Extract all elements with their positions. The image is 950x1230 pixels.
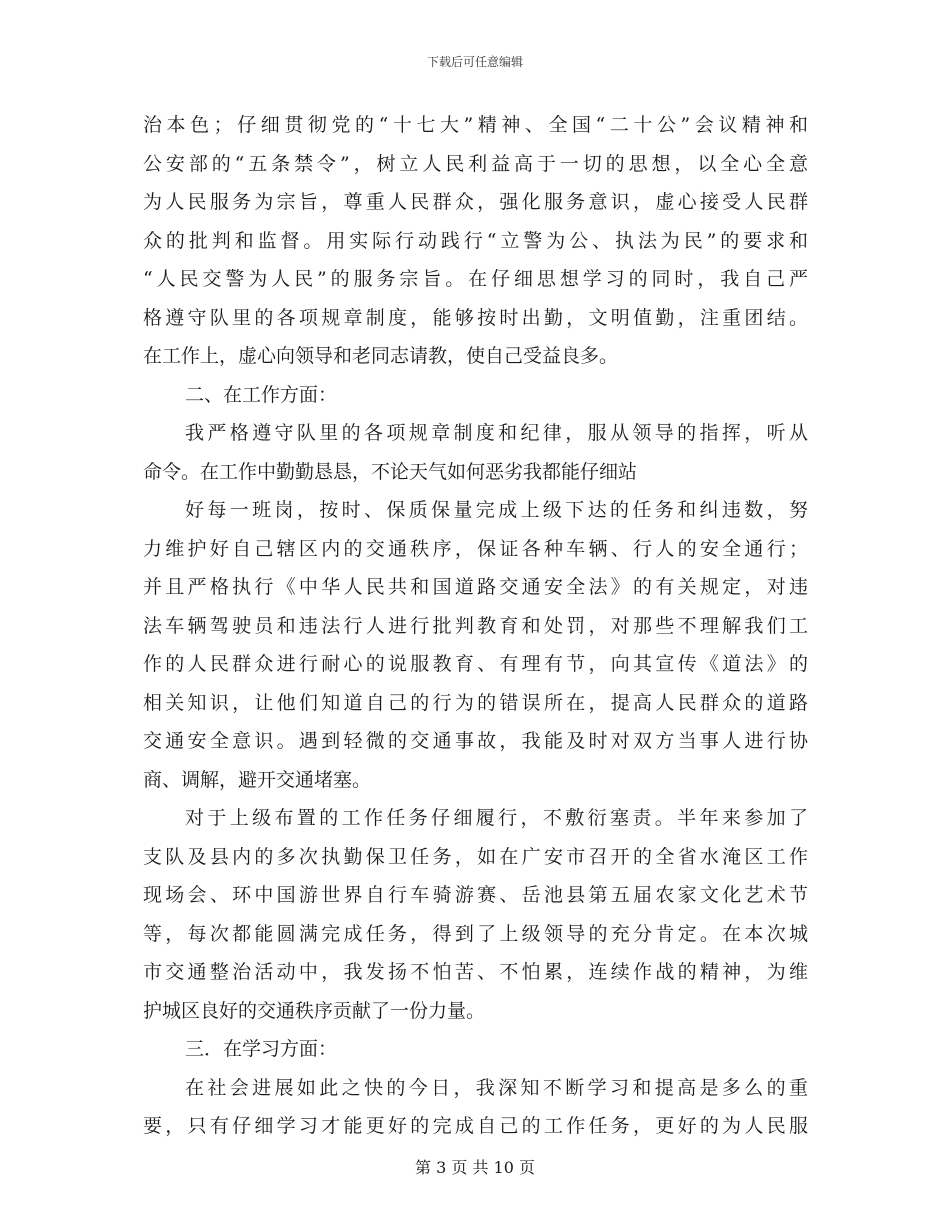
text-line: 治本色；仔细贯彻党的“十七大”精神、全国“二十公”会议精神和: [143, 114, 808, 136]
text-line: 护城区良好的交通秩序贡献了一份力量。: [143, 999, 486, 1022]
text-line: 对于上级布置的工作任务仔细履行，不敷衍塞责。半年来参加了: [185, 807, 808, 829]
text-line: 我严格遵守队里的各项规章制度和纪律，服从领导的指挥，听从: [185, 422, 808, 444]
text-line: “人民交警为人民”的服务宗旨。在仔细思想学习的同时，我自己严: [143, 268, 808, 290]
text-line: 现场会、环中国游世界自行车骑游赛、岳池县第五届农家文化艺术节: [143, 884, 808, 906]
text-line: 交通安全意识。遇到轻微的交通事故，我能及时对双方当事人进行协: [143, 730, 808, 752]
text-line: 作的人民群众进行耐心的说服教育、有理有节，向其宣传《道法》的: [143, 653, 808, 675]
text-line: 三．在学习方面：: [185, 1038, 338, 1060]
document-body: [143, 106, 808, 1146]
text-line: 好每一班岗，按时、保质保量完成上级下达的任务和纠违数，努: [185, 499, 808, 521]
text-line: 要，只有仔细学习才能更好的完成自己的工作任务，更好的为人民服: [143, 1115, 808, 1137]
text-line: 支队及县内的多次执勤保卫任务，如在广安市召开的全省水淹区工作: [143, 845, 808, 868]
page-number: 第 3 页 共 10 页: [415, 1158, 535, 1177]
text-line: 公安部的“五条禁令”，树立人民利益高于一切的思想，以全心全意: [143, 152, 808, 175]
text-line: 并且严格执行《中华人民共和国道路交通安全法》的有关规定，对违: [143, 576, 808, 598]
text-line: 力维护好自己辖区内的交通秩序，保证各种车辆、行人的安全通行；: [143, 537, 808, 560]
page-header: 下载后可任意编辑: [426, 55, 523, 69]
text-line: 商、调解，避开交通堵塞。: [143, 768, 372, 791]
text-line: 格遵守队里的各项规章制度，能够按时出勤，文明值勤，注重团结。: [143, 306, 808, 329]
text-line: 等，每次都能圆满完成任务，得到了上级领导的充分肯定。在本次城: [143, 922, 808, 945]
text-line: 在工作上，虚心向领导和老同志请教，使自己受益良多。: [143, 345, 619, 367]
text-line: 法车辆驾驶员和违法行人进行批判教育和处罚，对那些不理解我们工: [143, 614, 808, 637]
text-line: 为人民服务为宗旨，尊重人民群众，强化服务意识，虚心接受人民群: [143, 191, 808, 213]
text-line: 众的批判和监督。用实际行动践行“立警为公、执法为民”的要求和: [143, 229, 808, 252]
text-line: 相关知识，让他们知道自己的行为的错误所在，提高人民群众的道路: [143, 691, 808, 714]
text-line: 命令。在工作中勤勤恳恳，不论天气如何恶劣我都能仔细站: [143, 460, 638, 483]
text-line: 在社会进展如此之快的今日，我深知不断学习和提高是多么的重: [185, 1076, 808, 1099]
text-line: 二、在工作方面：: [185, 383, 338, 406]
text-line: 市交通整治活动中，我发扬不怕苦、不怕累，连续作战的精神，为维: [143, 961, 808, 983]
